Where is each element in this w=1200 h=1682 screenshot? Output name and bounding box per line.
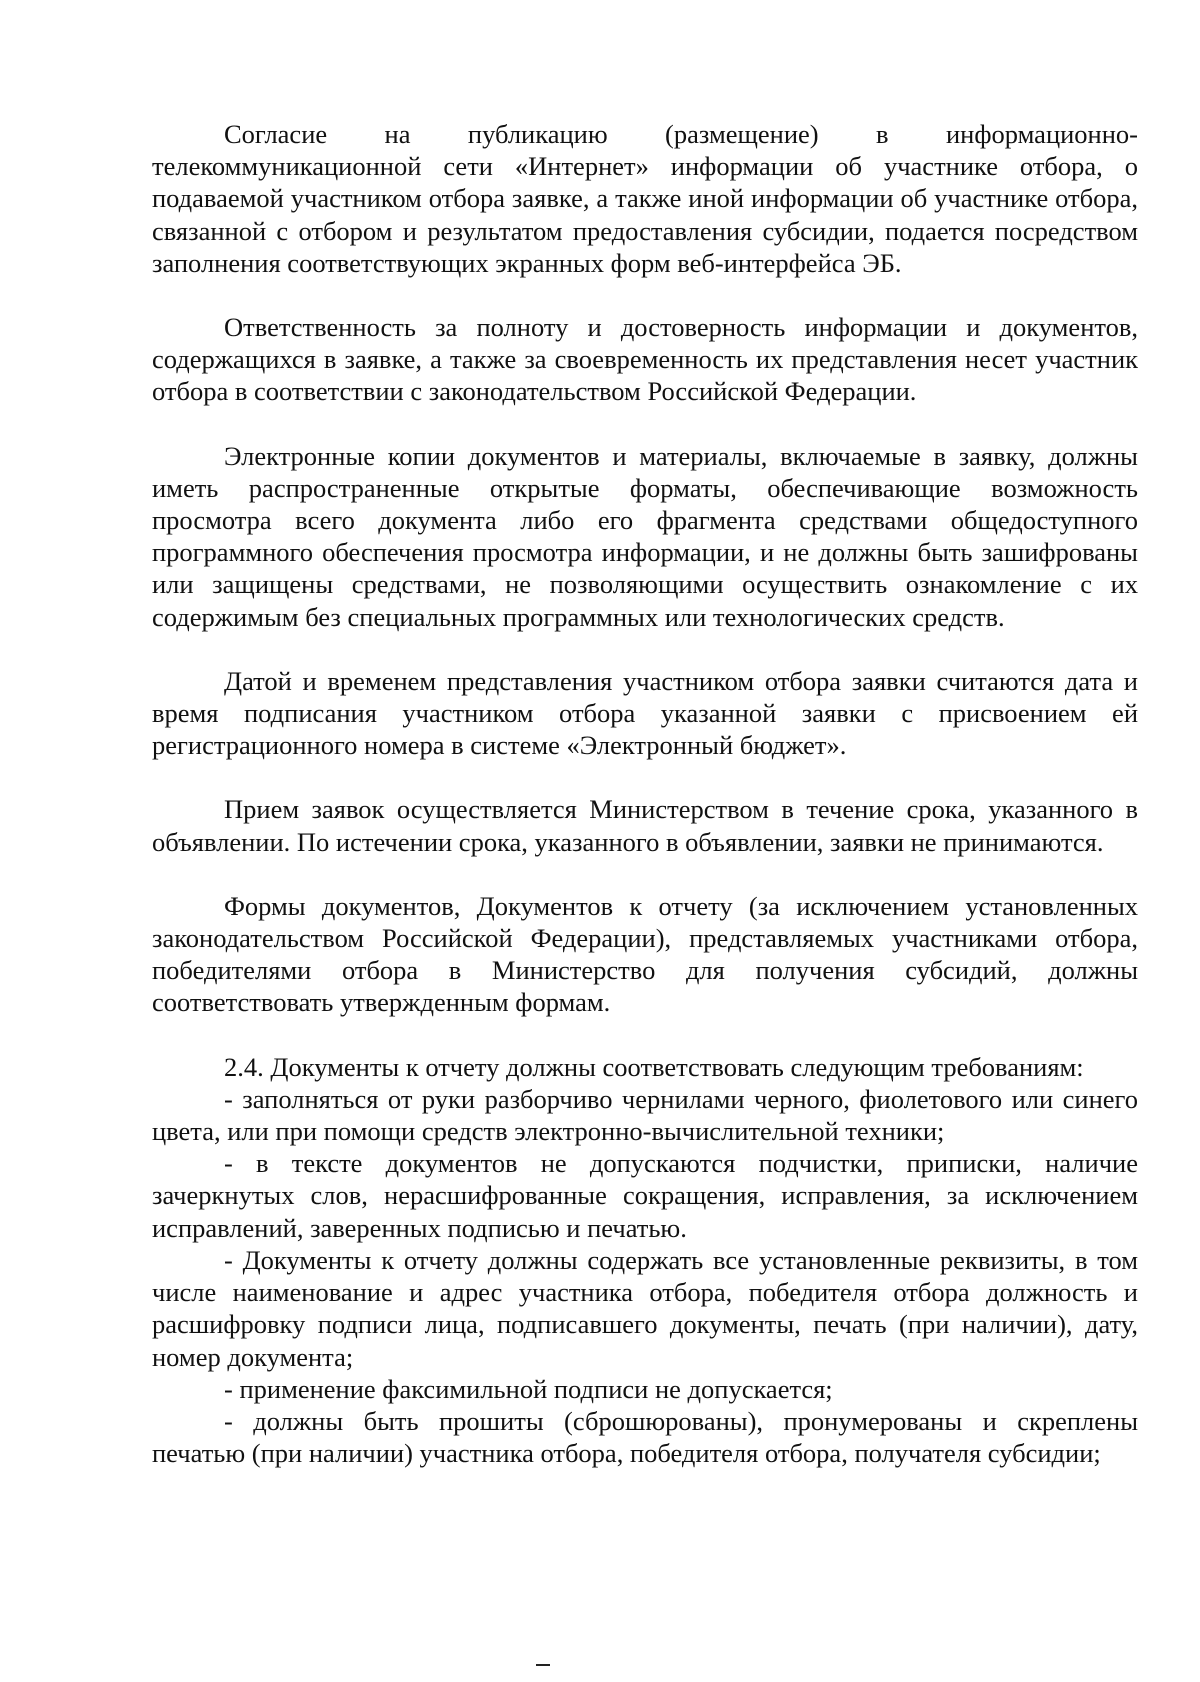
list-item: - Документы к отчету должны содержать все установленные реквизиты, в том числе наименование и адрес участника отбора, победителя отбора должность и расшифровку подписи лица, подписавшего документы, печать (при наличии), дату, номер документа; xyxy=(152,1244,1138,1372)
list-item: - применение факсимильной подписи не допускается; xyxy=(224,1373,833,1404)
paragraph-electronic-copies: Электронные копии документов и материалы, включаемые в заявку, должны иметь распространенные открытые форматы, обеспечивающие возможность просмотра всего документа либо его фрагмента средствами общедоступного программного обеспечения просмотра информации, и не должны быть зашифрованы или защищены средствами, не позволяющими осуществить ознакомление с их содержимым без специальных программных или технологических средств. xyxy=(152,440,1138,632)
paragraph-responsibility: Ответственность за полноту и достоверность информации и документов, содержащихся в заявке, а также за своевременность их представления несет участник отбора в соответствии с законодательством Российской Федерации. xyxy=(152,312,1138,407)
document-body xyxy=(152,118,1138,1469)
paragraph-submission-date: Датой и временем представления участником отбора заявки считаются дата и время подписания участником отбора указанной заявки с присвоением ей регистрационного номера в системе «Электронный бюджет». xyxy=(152,665,1138,761)
paragraph-application-acceptance: Прием заявок осуществляется Министерством в течение срока, указанного в объявлении. По истечении срока, указанного в объявлении, заявки не принимаются. xyxy=(152,794,1138,857)
paragraph-consent-publication: Согласие на публикацию (размещение) в информационно-телекоммуникационной сети «Интернет» информации об участнике отбора, о подаваемой участником отбора заявке, а также иной информации об участнике отбора, связанной с отбором и результатом предоставления субсидии, подается посредством заполнения соответствующих экранных форм веб-интерфейса ЭБ. xyxy=(152,119,1138,278)
list-item: - в тексте документов не допускаются подчистки, приписки, наличие зачеркнутых слов, нерасшифрованные сокращения, исправления, за исключением исправлений, заверенных подписью и печатью. xyxy=(152,1148,1138,1243)
footer-dash-mark xyxy=(536,1664,550,1666)
list-item: - заполняться от руки разборчиво чернилами черного, фиолетового или синего цвета, или при помощи средств электронно-вычислительной техники; xyxy=(152,1083,1138,1147)
list-item: - должны быть прошиты (сброшюрованы), пронумерованы и скреплены печатью (при наличии) участника отбора, победителя отбора, получателя субсидии; xyxy=(152,1405,1138,1469)
paragraph-document-forms: Формы документов, Документов к отчету (за исключением установленных законодательством Российской Федерации), представляемых участниками отбора, победителями отбора в Министерство для получения субсидий, должны соответствовать утвержденным формам. xyxy=(152,890,1138,1018)
section-2-4-heading: 2.4. Документы к отчету должны соответствовать следующим требованиям: xyxy=(224,1051,1084,1082)
